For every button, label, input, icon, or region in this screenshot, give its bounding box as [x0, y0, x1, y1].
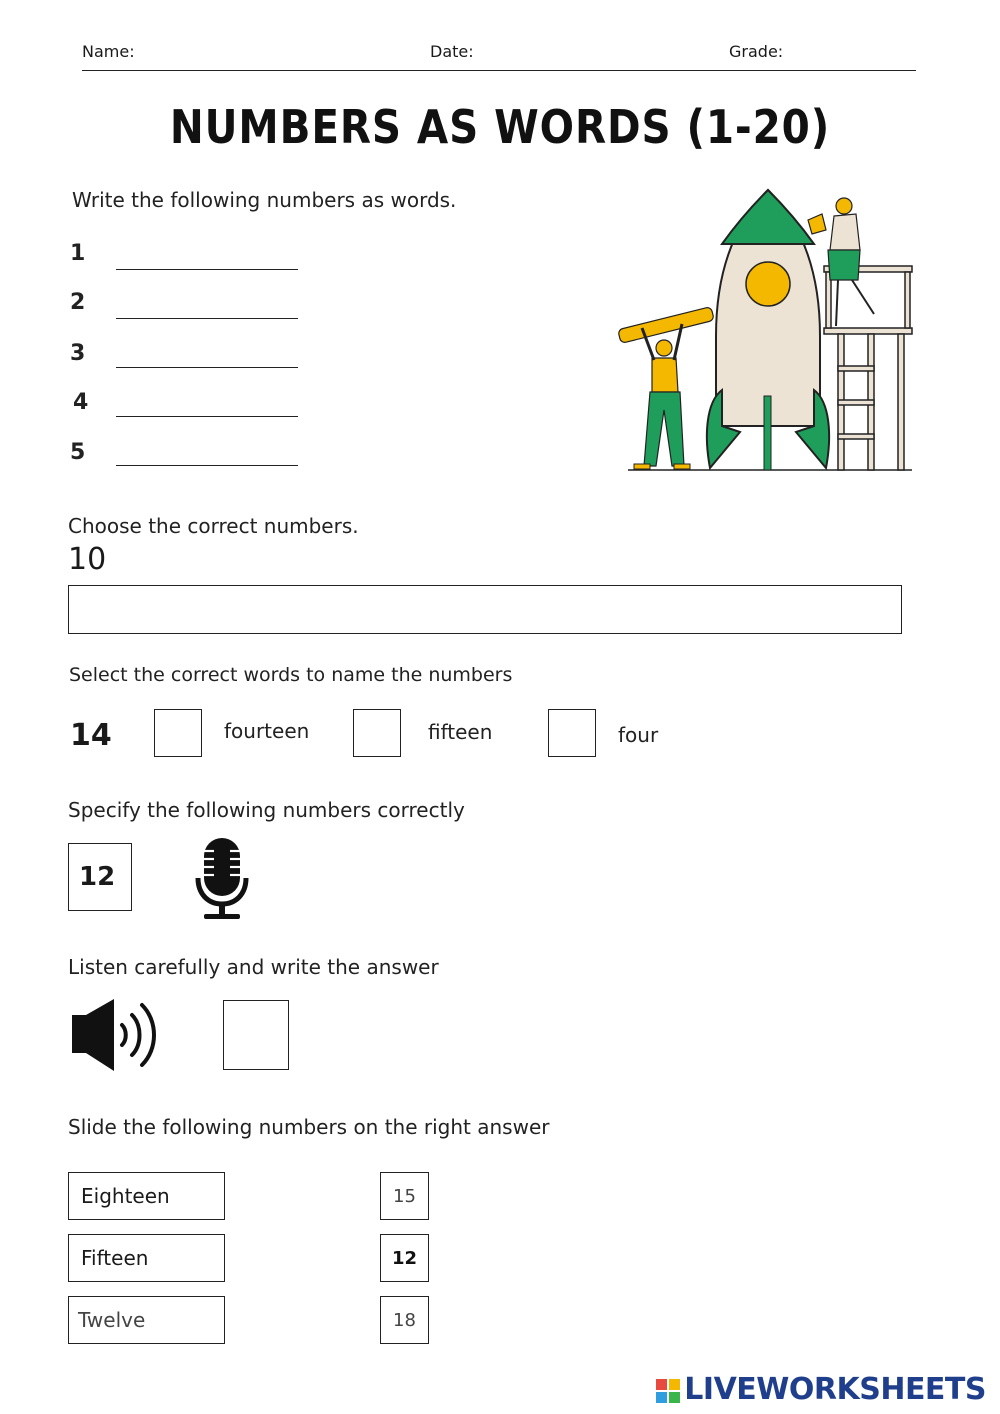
rocket-fin-center [764, 396, 771, 470]
section2-number: 10 [68, 542, 107, 577]
draggable-word[interactable]: Eighteen [68, 1172, 225, 1220]
drop-target-number[interactable]: 12 [380, 1234, 429, 1282]
checkbox-fifteen[interactable] [353, 709, 401, 757]
brand-footer [656, 1372, 986, 1407]
rocket-window [746, 262, 790, 306]
choose-number-input[interactable] [68, 585, 902, 634]
section5-instruction: Listen carefully and write the answer [68, 955, 439, 979]
page-title: NUMBERS AS WORDS (1-20) [169, 100, 831, 154]
answer-line-2[interactable] [116, 318, 298, 319]
grade-label: Grade: [729, 42, 784, 61]
drop-target-number[interactable]: 18 [380, 1296, 429, 1344]
section2-instruction: Choose the correct numbers. [68, 514, 359, 538]
answer-line-4[interactable] [116, 416, 298, 417]
draggable-word[interactable]: Twelve [68, 1296, 225, 1344]
rocket-nose [722, 190, 814, 244]
section1-instruction: Write the following numbers as words. [72, 188, 457, 212]
answer-line-5[interactable] [116, 465, 298, 466]
section6-instruction: Slide the following numbers on the right answer [68, 1115, 550, 1139]
option-label: fourteen [224, 719, 310, 743]
option-label: four [618, 723, 659, 747]
person-with-pencil [618, 307, 715, 469]
section1-item-number: 2 [70, 290, 86, 315]
rocket-illustration [612, 186, 916, 476]
section1-item-number: 5 [70, 440, 86, 465]
speaker-icon[interactable] [70, 997, 160, 1073]
section3-instruction: Select the correct words to name the numbers [69, 664, 513, 686]
liveworksheets-logo-icon [656, 1379, 680, 1403]
drop-target-number[interactable]: 15 [380, 1172, 429, 1220]
checkbox-fourteen[interactable] [154, 709, 202, 757]
microphone-icon[interactable] [194, 838, 250, 920]
header-divider [82, 70, 916, 71]
answer-line-1[interactable] [116, 269, 298, 270]
draggable-word[interactable]: Fifteen [68, 1234, 225, 1282]
option-label: fifteen [428, 720, 493, 744]
name-label: Name: [82, 42, 135, 61]
checkbox-four[interactable] [548, 709, 596, 757]
section4-instruction: Specify the following numbers correctly [68, 798, 465, 822]
date-label: Date: [430, 42, 474, 61]
section1-item-number: 3 [70, 341, 86, 366]
section1-item-number: 1 [70, 241, 86, 266]
number-box: 12 [68, 843, 132, 911]
listen-answer-input[interactable] [223, 1000, 289, 1070]
answer-line-3[interactable] [116, 367, 298, 368]
brand-text: LIVEWORKSHEETS [684, 1372, 986, 1407]
section3-number: 14 [70, 718, 112, 753]
section1-item-number: 4 [73, 390, 89, 415]
